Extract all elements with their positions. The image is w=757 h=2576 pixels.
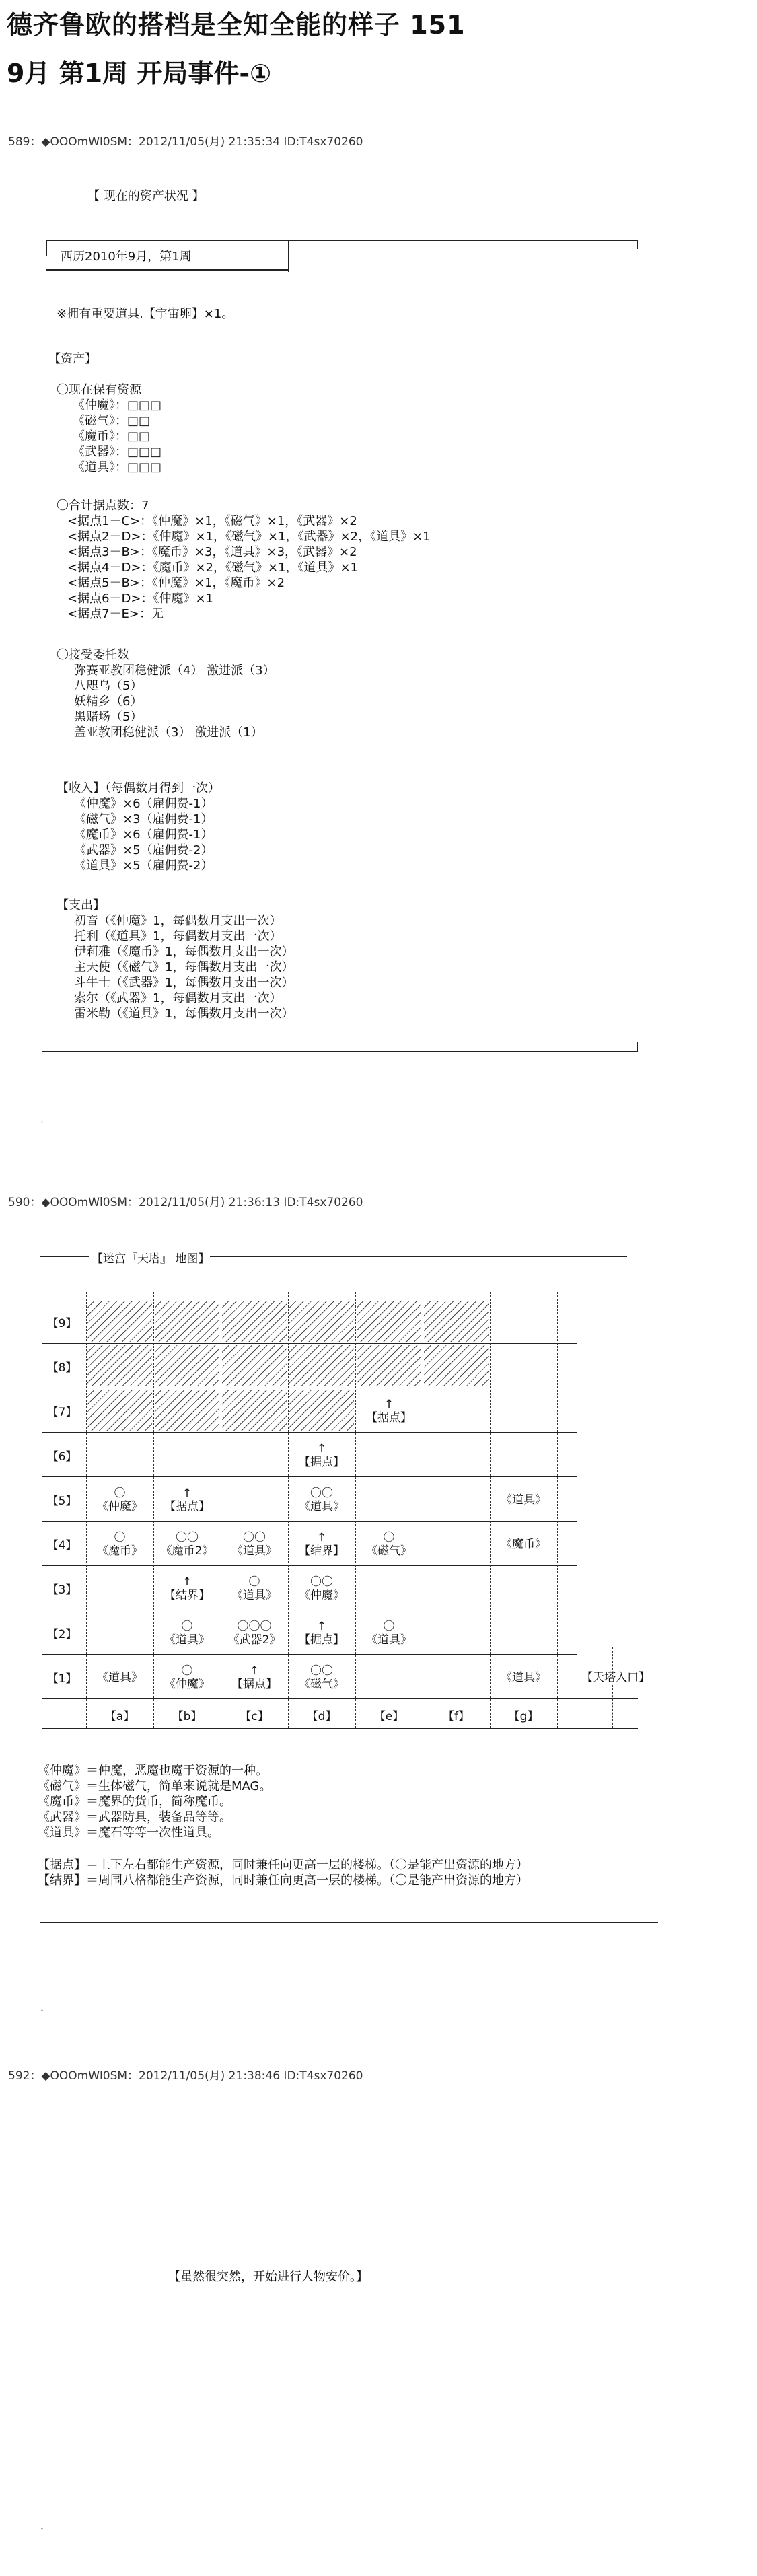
map-cell-text: 【据点】: [164, 1500, 210, 1513]
map-cell: [289, 1656, 354, 1697]
map-cell-text: 《武器2》: [227, 1633, 281, 1647]
map-cell: [491, 1434, 556, 1475]
map-col-label: 【d】: [306, 1710, 337, 1723]
map-cell-text: 《魔币》: [97, 1544, 143, 1558]
list-item: 黑赌场（5）: [74, 710, 143, 724]
map-col-label: 【f】: [443, 1710, 470, 1723]
map-cell-text: 〇〇: [310, 1575, 333, 1589]
map-cell-text: 《魔币》: [501, 1538, 546, 1551]
legend-item: 《道具》＝魔石等等一次性道具。: [38, 1826, 219, 1840]
map-cell-blocked: [222, 1390, 287, 1431]
map-cell-blocked: [155, 1345, 219, 1386]
map-cell-text: 【据点】: [366, 1411, 412, 1425]
map-cell: [87, 1523, 152, 1564]
map-cell-text: 〇: [114, 1531, 126, 1544]
map-col-label: 【c】: [240, 1710, 269, 1723]
map-cell: [289, 1523, 354, 1564]
map-notes: [38, 1857, 528, 1888]
map-cell-text: ↑: [182, 1487, 192, 1500]
map-cell: [357, 1478, 421, 1519]
map-cell: [155, 1478, 219, 1519]
map-cell-blocked: [222, 1345, 287, 1386]
list-item: 【支出】: [57, 898, 105, 913]
map-row-label: 【4】: [46, 1539, 77, 1552]
map-cell-text: 《仲魔》: [164, 1678, 210, 1691]
map-cell: [222, 1434, 287, 1475]
list-item: 《魔币》×6（雇佣费-1）: [74, 828, 213, 842]
map-cell: [424, 1478, 489, 1519]
map-row-rule: [42, 1565, 577, 1566]
map-col-label: 【a】: [104, 1710, 135, 1723]
map-row-label: 【9】: [46, 1317, 77, 1330]
map-row-rule: [42, 1654, 577, 1655]
map-col-label: 【b】: [172, 1710, 203, 1723]
map-cell: [424, 1434, 489, 1475]
map-cell-blocked: [87, 1301, 152, 1342]
map-cell-blocked: [289, 1390, 354, 1431]
map-row-label: 【8】: [46, 1361, 77, 1375]
list-item: 〇现在保有资源: [57, 383, 141, 397]
map-cell-blocked: [424, 1301, 489, 1342]
post-header: 592：◆OOOmWl0SM：2012/11/05(月) 21:38:46 ID:T4sx70260: [8, 2069, 363, 2083]
map-cell: [357, 1523, 421, 1564]
map-cell-text: 《磁气》: [366, 1544, 412, 1558]
map-cell-text: 〇〇〇: [237, 1620, 272, 1633]
post-header: 590：◆OOOmWl0SM：2012/11/05(月) 21:36:13 ID:T4sx70260: [8, 1196, 363, 1209]
map-cell-text: 【据点】: [299, 1633, 345, 1647]
map-cell: [222, 1478, 287, 1519]
list-item: 索尔（《武器》1，每偶数月支出一次）: [74, 991, 282, 1005]
legend-item: 《魔币》＝魔界的货币，简称魔币。: [38, 1795, 231, 1809]
map-row-label: 【7】: [46, 1406, 77, 1419]
list-item: 【收入】（每偶数月得到一次）: [57, 781, 220, 795]
map-cell-text: 《磁气》: [299, 1678, 345, 1691]
map-row-label: 【3】: [46, 1583, 77, 1597]
map-cell-blocked: [424, 1345, 489, 1386]
list-item: 雷米勒（《道具》1，每偶数月支出一次）: [74, 1007, 294, 1021]
map-cell: [424, 1612, 489, 1653]
list-item: 《武器》×5（雇佣费-2）: [74, 843, 213, 857]
list-item: <据点5－B>：《仲魔》×1，《魔币》×2: [67, 576, 285, 590]
list-item: 《道具》×5（雇佣费-2）: [74, 859, 213, 873]
list-item: 《武器》：□□□: [73, 445, 162, 459]
post-text: 【虽然很突然，开始进行人物安价。】: [168, 2270, 368, 2284]
map-cell: [424, 1567, 489, 1608]
map-cell: [491, 1612, 556, 1653]
map-row-label: 【2】: [46, 1628, 77, 1641]
list-item: 妖精乡（6）: [74, 694, 143, 709]
map-cell: [87, 1434, 152, 1475]
map-cell: [491, 1656, 556, 1697]
map-cell-text: 〇〇: [243, 1531, 266, 1544]
map-cell: [155, 1523, 219, 1564]
map-title: 【迷宫『天塔』 地图】: [92, 1252, 210, 1266]
list-item: <据点3－B>：《魔币》×3，《道具》×3，《武器》×2: [67, 545, 357, 559]
map-cell-text: 《道具》: [97, 1671, 143, 1684]
map-col-rule: [355, 1292, 356, 1728]
map-cell: [424, 1523, 489, 1564]
map-cell-blocked: [289, 1301, 354, 1342]
map-row-rule: [42, 1432, 577, 1433]
map-cell-text: 《道具》: [299, 1500, 345, 1513]
map-cell-text: 〇: [114, 1487, 126, 1500]
map-cell-blocked: [357, 1301, 421, 1342]
map-col-rule: [288, 1292, 289, 1728]
map-row-label: 【1】: [46, 1672, 77, 1686]
map-cell: [155, 1434, 219, 1475]
map-row-rule: [42, 1728, 638, 1729]
map-col-label: 【e】: [373, 1710, 404, 1723]
map-cell: [491, 1478, 556, 1519]
important-item: ※拥有重要道具.【宇宙卵】×1。: [57, 307, 234, 321]
separator-dot: ．: [40, 2519, 52, 2532]
page-title: 德齐鲁欧的搭档是全知全能的样子 151: [7, 10, 466, 40]
map-cell-text: ↑: [316, 1442, 327, 1456]
map-cell: [155, 1612, 219, 1653]
list-item: 斗牛士（《武器》1，每偶数月支出一次）: [74, 976, 294, 990]
list-item: 伊莉雅（《魔币》1，每偶数月支出一次）: [74, 945, 294, 959]
legend-item: 《仲魔》＝仲魔，恶魔也魔于资源的一种。: [38, 1764, 268, 1778]
map-cell-text: 【结界】: [164, 1589, 210, 1602]
map-cell: [289, 1567, 354, 1608]
map-cell: [357, 1434, 421, 1475]
divider: [40, 1922, 658, 1923]
list-item: 托利（《道具》1，每偶数月支出一次）: [74, 929, 282, 943]
list-item: <据点7－E>：无: [67, 607, 164, 621]
list-item: 初音（《仲魔》1，每偶数月支出一次）: [74, 914, 282, 928]
map-cell-blocked: [87, 1345, 152, 1386]
list-item: <据点1－C>：《仲魔》×1，《磁气》×1，《武器》×2: [67, 514, 357, 528]
map-cell-text: 《魔币2》: [160, 1544, 214, 1558]
list-item: 《道具》：□□□: [73, 460, 162, 474]
map-cell-text: ↑: [384, 1398, 394, 1411]
map-cell: [491, 1301, 556, 1342]
map-cell-text: ↑: [182, 1575, 192, 1589]
list-item: 弥赛亚教团稳健派（4） 激进派（3）: [74, 664, 275, 678]
map-col-rule: [490, 1292, 491, 1728]
map-cell-blocked: [87, 1390, 152, 1431]
map-cell: [357, 1612, 421, 1653]
map-col-rule: [612, 1647, 613, 1728]
note-item: 【据点】＝上下左右都能生产资源，同时兼任向更高一层的楼梯。（〇是能产出资源的地方）: [38, 1858, 528, 1872]
map-cell: [222, 1567, 287, 1608]
map-cell-blocked: [289, 1345, 354, 1386]
map-cell-text: 【据点】: [231, 1678, 277, 1691]
map-cell-text: ↑: [316, 1531, 327, 1544]
map-cell-blocked: [222, 1301, 287, 1342]
map-row-rule: [42, 1698, 638, 1699]
legend-item: 《武器》＝武器防具，装备品等等。: [38, 1810, 231, 1824]
status-heading: 【 现在的资产状况 】: [87, 189, 205, 203]
map-legend: [38, 1763, 271, 1840]
map-cell-text: 〇: [181, 1620, 193, 1633]
list-item: <据点2－D>：《仲魔》×1，《磁气》×1，《武器》×2，《道具》×1: [67, 530, 431, 544]
post-header: 589：◆OOOmWl0SM：2012/11/05(月) 21:35:34 ID:T4sx70260: [8, 135, 363, 149]
assets-heading: 【资产】: [48, 352, 97, 366]
chapter-subtitle: 9月 第1周 开局事件-①: [7, 59, 272, 88]
map-cell-text: 〇: [383, 1620, 395, 1633]
map-cell-text: 〇〇: [176, 1531, 199, 1544]
list-item: 〇合计据点数：7: [57, 499, 149, 513]
map-cell: [289, 1612, 354, 1653]
list-item: 《仲魔》×6（雇佣费-1）: [74, 797, 213, 811]
list-item: 《磁气》：□□: [73, 414, 151, 428]
separator-dot: ．: [40, 1112, 52, 1125]
map-cell: [87, 1567, 152, 1608]
map-cell-text: 《道具》: [231, 1589, 277, 1602]
map-cell-text: 《仲魔》: [299, 1589, 345, 1602]
map-cell-text: 〇: [383, 1531, 395, 1544]
map-cell-text: 〇〇: [310, 1664, 333, 1678]
map-cell-text: ↑: [249, 1664, 260, 1678]
map-cell-text: 《道具》: [501, 1493, 546, 1507]
map-cell: [424, 1390, 489, 1431]
map-entrance-label: 【天塔入口】: [572, 1671, 659, 1684]
list-item: 《仲魔》：□□□: [73, 398, 162, 413]
map-cell: [87, 1612, 152, 1653]
map-row-label: 【5】: [46, 1495, 77, 1508]
map-cell-text: 【结界】: [299, 1544, 345, 1558]
list-item: 主天使（《磁气》1，每偶数月支出一次）: [74, 960, 294, 974]
map-row-rule: [42, 1343, 577, 1344]
map-col-rule: [86, 1292, 87, 1728]
map-cell: [87, 1656, 152, 1697]
map-cell-blocked: [155, 1301, 219, 1342]
map-cell-text: 【据点】: [299, 1456, 345, 1469]
list-item: 盖亚教团稳健派（3） 激进派（1）: [74, 725, 263, 740]
legend-item: 《磁气》＝生体磁气，简单来说就是MAG。: [38, 1779, 272, 1793]
date-label: 西历2010年9月，第1周: [61, 250, 192, 264]
list-item: 〇接受委托数: [57, 648, 129, 662]
map-cell: [222, 1523, 287, 1564]
map-cell: [357, 1567, 421, 1608]
map-cell: [222, 1656, 287, 1697]
map-cell-text: 《道具》: [366, 1633, 412, 1647]
map-col-rule: [153, 1292, 154, 1728]
map-cell: [491, 1345, 556, 1386]
list-item: 《磁气》×3（雇佣费-1）: [74, 812, 213, 826]
map-row-label: 【6】: [46, 1450, 77, 1464]
map-cell: [491, 1390, 556, 1431]
map-cell: [222, 1612, 287, 1653]
map-cell-text: 《道具》: [501, 1671, 546, 1684]
map-cell: [424, 1656, 489, 1697]
map-cell: [491, 1567, 556, 1608]
map-cell-text: 〇: [181, 1664, 193, 1678]
map-cell: [155, 1656, 219, 1697]
map-cell-text: 《道具》: [231, 1544, 277, 1558]
list-item: 八咫乌（5）: [74, 679, 143, 693]
map-cell-text: ↑: [316, 1620, 327, 1633]
map-cell-text: 《仲魔》: [97, 1500, 143, 1513]
map-cell: [289, 1434, 354, 1475]
list-item: <据点6－D>：《仲魔》×1: [67, 592, 214, 606]
map-cell: [155, 1567, 219, 1608]
map-col-label: 【g】: [508, 1710, 539, 1723]
map-col-rule: [557, 1292, 558, 1728]
separator-dot: ．: [40, 2001, 52, 2013]
list-item: <据点4－D>：《魔币》×2，《磁气》×1，《道具》×1: [67, 561, 359, 575]
note-item: 【结界】＝周围八格都能生产资源，同时兼任向更高一层的楼梯。（〇是能产出资源的地方）: [38, 1873, 528, 1888]
map-cell-text: 〇: [248, 1575, 260, 1589]
map-cell-blocked: [357, 1345, 421, 1386]
map-cell: [289, 1478, 354, 1519]
map-cell: [357, 1656, 421, 1697]
map-cell-text: 〇〇: [310, 1487, 333, 1500]
map-cell: [87, 1478, 152, 1519]
map-cell: [357, 1390, 421, 1431]
map-cell-blocked: [155, 1390, 219, 1431]
list-item: 《魔币》：□□: [73, 429, 151, 443]
map-cell: [491, 1523, 556, 1564]
map-row-rule: [42, 1476, 577, 1477]
map-row-rule: [42, 1521, 577, 1522]
map-cell-text: 《道具》: [164, 1633, 210, 1647]
